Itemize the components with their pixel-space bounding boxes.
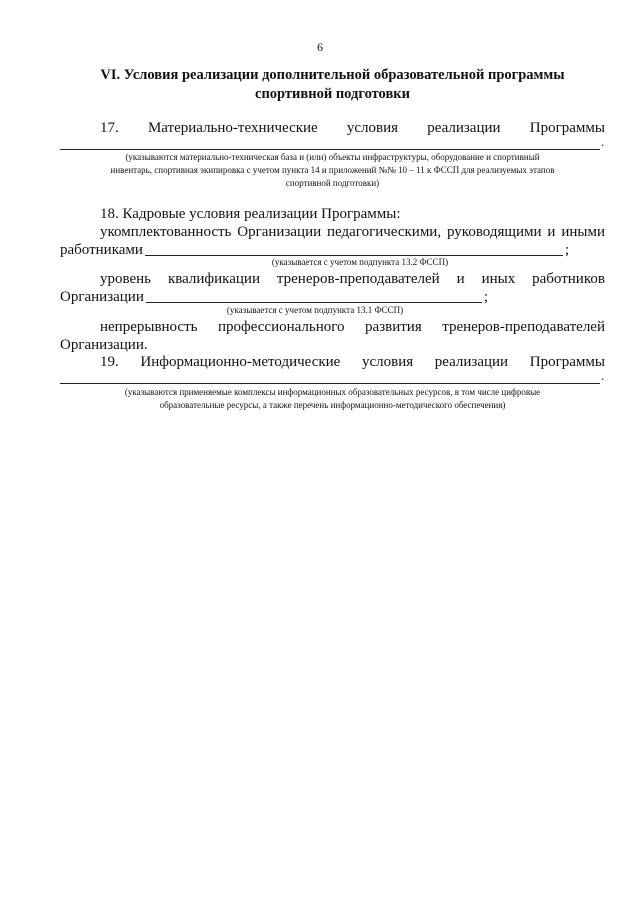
item-19-word-4: Программы: [529, 354, 605, 370]
item-19-note: [60, 386, 605, 412]
staffing-word-0: укомплектованность: [100, 224, 232, 240]
page-number: 6: [317, 40, 323, 54]
qualification-word-0: уровень: [100, 271, 152, 287]
item-17-word-4: Программы: [529, 120, 605, 136]
staffing-cont-label: работниками: [60, 242, 143, 258]
staffing-end-mark: ;: [564, 242, 570, 258]
staffing-word-1: Организации: [237, 224, 322, 240]
item-17-word-1: Материально-технические: [147, 120, 318, 136]
item-19-line: [60, 353, 605, 371]
item-18-heading: 18. Кадровые условия реализации Программы:: [100, 206, 401, 222]
item-17-end-mark: .: [601, 134, 605, 149]
qualification-note: (указывается с учетом подпункта 13.1 ФССП): [226, 305, 404, 315]
qualification-word-1: квалификации: [167, 271, 260, 287]
staffing-word-4: и: [547, 224, 556, 240]
qualification-word-5: работников: [532, 271, 605, 287]
item-17-number: 17.: [100, 120, 119, 136]
item-19-word-2: условия: [361, 354, 414, 370]
staffing-note: (указывается с учетом подпункта 13.2 ФССП): [271, 257, 449, 267]
qualification-line: [60, 270, 605, 288]
development-word-0: непрерывность: [100, 319, 198, 335]
item-17-note-line-3: спортивной подготовки): [285, 178, 380, 188]
item-19-number: 19.: [100, 354, 119, 370]
staffing-word-2: педагогическими,: [327, 224, 442, 240]
development-line: [60, 318, 605, 336]
development-cont: Организации.: [60, 337, 148, 353]
item-17-word-2: условия: [346, 120, 399, 136]
development-word-2: развития: [365, 319, 422, 335]
item-17-fill-line: [60, 149, 600, 150]
item-17-word-3: реализации: [427, 120, 501, 136]
staffing-line: [60, 223, 605, 241]
item-17-note-line-2: инвентарь, спортивная экипировка с учетом пункта 14 и приложений №№ 10 – 11 к ФССП для реализуемых этапов: [110, 165, 555, 175]
staffing-word-5: иными: [561, 224, 605, 240]
item-19-fill-line: [60, 383, 600, 384]
qualification-fill-line: [146, 288, 482, 303]
section-title: [60, 66, 605, 104]
item-19-end-mark: .: [601, 368, 605, 383]
item-17-note: [60, 151, 605, 190]
item-19-note-line-1: (указываются применяемые комплексы информационных образовательных ресурсов, в том числе цифровые: [124, 387, 541, 397]
section-title-line-2: спортивной подготовки: [255, 86, 410, 102]
staffing-fill-line: [145, 241, 563, 256]
item-19-word-1: Информационно-методические: [140, 354, 341, 370]
item-19-note-line-2: образовательные ресурсы, а также перечень информационно-методического обеспечения): [159, 400, 506, 410]
item-17-line: [60, 119, 605, 137]
qualification-word-2: тренеров-преподавателей: [276, 271, 440, 287]
qualification-word-4: иных: [481, 271, 516, 287]
qualification-end-mark: ;: [483, 289, 489, 305]
item-17-note-line-1: (указываются материально-техническая база и (или) объекты инфраструктуры, оборудование и спортивный: [125, 152, 540, 162]
qualification-word-3: и: [456, 271, 465, 287]
section-title-line-1: VI. Условия реализации дополнительной образовательной программы: [100, 67, 565, 83]
item-19-word-3: реализации: [434, 354, 509, 370]
development-word-1: профессионального: [217, 319, 345, 335]
development-word-3: тренеров-преподавателей: [442, 319, 605, 335]
staffing-word-3: руководящими: [446, 224, 542, 240]
qualification-cont-label: Организации: [60, 289, 144, 305]
